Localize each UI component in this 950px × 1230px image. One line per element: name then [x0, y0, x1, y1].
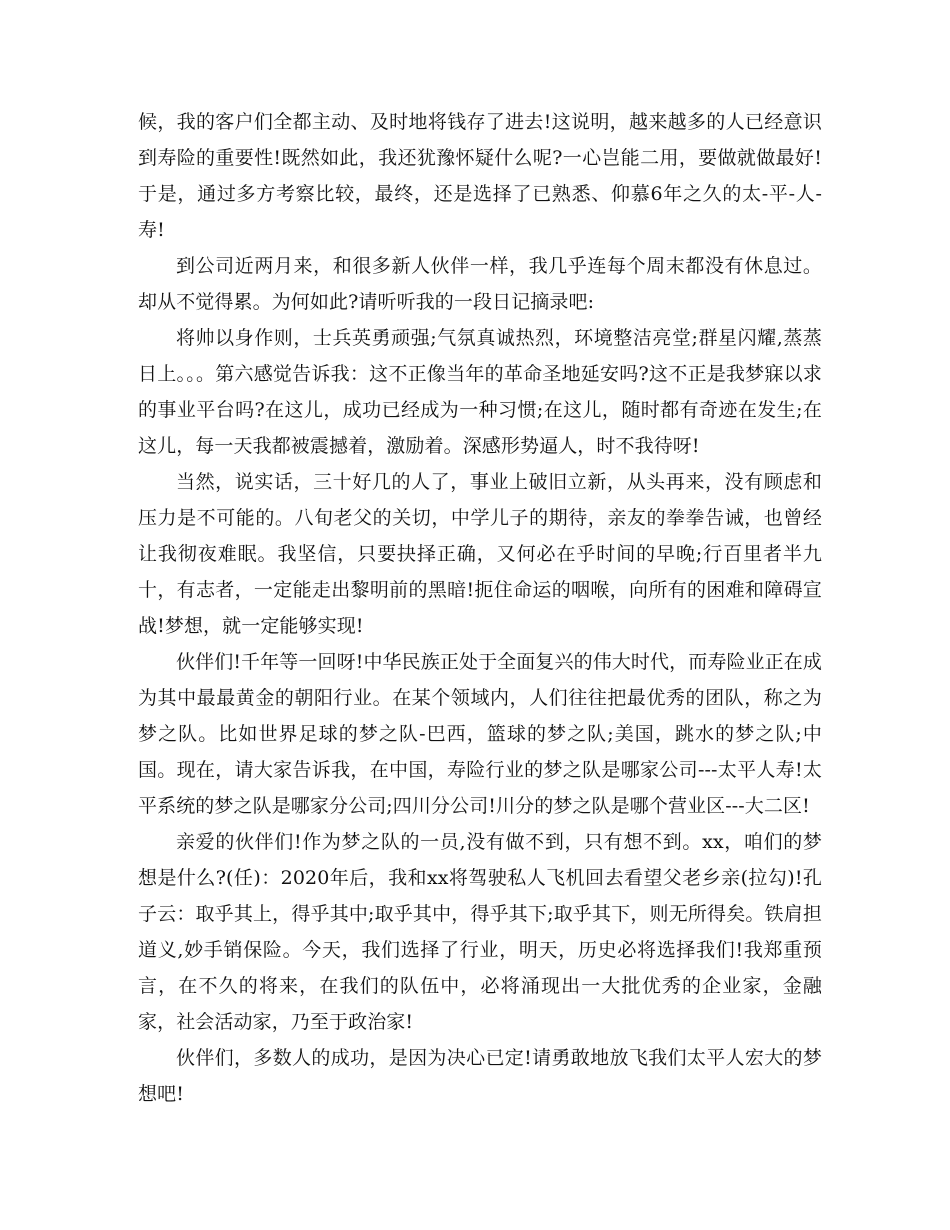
paragraph-4: 当然，说实话，三十好几的人了，事业上破旧立新，从头再来，没有顾虑和压力是不可能的。八旬老父的关切，中学儿子的期待，亲友的拳拳告诫，也曾经让我彻夜难眠。我坚信，只要抉择正确，又何必在乎时间的早晚;行百里者半九十，有志者，一定能走出黎明前的黑暗!扼住命运的咽喉，向所有的困难和障碍宣战!梦想，就一定能够实现!	[138, 471, 822, 637]
paragraph-3: 将帅以身作则，士兵英勇顽强;气氛真诚热烈，环境整洁亮堂;群星闪耀,蒸蒸日上。。。第六感觉告诉我：这不正像当年的革命圣地延安吗?这不正是我梦寐以求的事业平台吗?在这儿，成功已经成为一种习惯;在这儿，随时都有奇迹在发生;在这儿，每一天我都被震撼着，激励着。深感形势逼人，时不我待呀!	[138, 327, 822, 457]
paragraph-2: 到公司近两月来，和很多新人伙伴一样，我几乎连每个周末都没有休息过。却从不觉得累。为何如此?请听听我的一段日记摘录吧:	[138, 255, 822, 313]
paragraph-6: 亲爱的伙伴们!作为梦之队的一员,没有做不到，只有想不到。xx，咱们的梦想是什么?(任)：2020年后，我和xx将驾驶私人飞机回去看望父老乡亲(拉勾)!孔子云：取乎其上，得乎其中;取乎其中，得乎其下;取乎其下，则无所得矣。铁肩担道义,妙手销保险。今天，我们选择了行业，明天，历史必将选择我们!我郑重预言，在不久的将来，在我们的队伍中，必将涌现出一大批优秀的企业家，金融家，社会活动家，乃至于政治家!	[138, 831, 822, 1033]
document-body	[138, 104, 822, 1112]
paragraph-1: 候，我的客户们全都主动、及时地将钱存了进去!这说明，越来越多的人已经意识到寿险的重要性!既然如此，我还犹豫怀疑什么呢?一心岂能二用，要做就做最好!于是，通过多方考察比较，最终，还是选择了已熟悉、仰慕6年之久的太-平-人-寿!	[138, 111, 822, 241]
paragraph-7: 伙伴们，多数人的成功，是因为决心已定!请勇敢地放飞我们太平人宏大的梦想吧!	[138, 1047, 822, 1105]
paragraph-5: 伙伴们!千年等一回呀!中华民族正处于全面复兴的伟大时代，而寿险业正在成为其中最最黄金的朝阳行业。在某个领域内，人们往往把最优秀的团队，称之为梦之队。比如世界足球的梦之队-巴西，篮球的梦之队;美国，跳水的梦之队;中国。现在，请大家告诉我，在中国，寿险行业的梦之队是哪家公司---太平人寿!太平系统的梦之队是哪家分公司;四川分公司!川分的梦之队是哪个营业区---大二区!	[138, 651, 822, 817]
